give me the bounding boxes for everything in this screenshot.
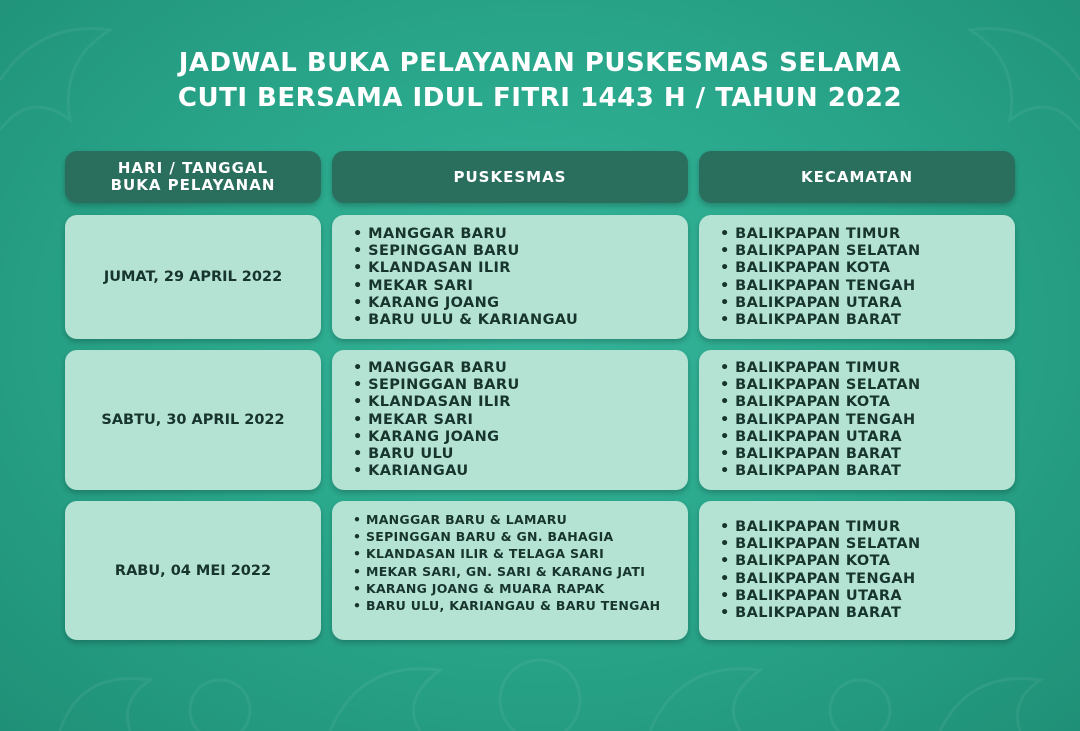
header-kecamatan: KECAMATAN — [699, 151, 1015, 203]
header-date-line-2: BUKA PELAYANAN — [110, 176, 276, 194]
list-item: • SEPINGGAN BARU & GN. BAHAGIA — [353, 528, 660, 545]
puskesmas-cell — [332, 501, 688, 640]
list-item: • BARU ULU & KARIANGAU — [353, 312, 578, 329]
list-item: • MANGGAR BARU & LAMARU — [353, 511, 660, 528]
list-item: • SEPINGGAN BARU — [353, 377, 520, 394]
list-item: • BALIKPAPAN BARAT — [720, 312, 921, 329]
kecamatan-list — [720, 519, 921, 622]
list-item: • MANGGAR BARU — [353, 360, 520, 377]
list-item: • BALIKPAPAN BARAT — [720, 446, 921, 463]
list-item: • KLANDASAN ILIR & TELAGA SARI — [353, 545, 660, 562]
list-item: • KLANDASAN ILIR — [353, 394, 520, 411]
puskesmas-list — [353, 511, 660, 614]
date-cell: JUMAT, 29 APRIL 2022 — [65, 215, 321, 339]
puskesmas-list — [353, 360, 520, 480]
list-item: • MEKAR SARI — [353, 278, 578, 295]
header-date-line-1: HARI / TANGGAL — [117, 159, 269, 177]
list-item: • KLANDASAN ILIR — [353, 260, 578, 277]
list-item: • KARANG JOANG & MUARA RAPAK — [353, 580, 660, 597]
list-item: • KARIANGAU — [353, 463, 520, 480]
header-date — [65, 151, 321, 203]
date-cell: RABU, 04 MEI 2022 — [65, 501, 321, 640]
list-item: • KARANG JOANG — [353, 429, 520, 446]
kecamatan-cell — [699, 215, 1015, 339]
list-item: • MEKAR SARI, GN. SARI & KARANG JATI — [353, 563, 660, 580]
list-item: • SEPINGGAN BARU — [353, 243, 578, 260]
list-item: • BALIKPAPAN UTARA — [720, 295, 921, 312]
list-item: • BALIKPAPAN TIMUR — [720, 226, 921, 243]
list-item: • BALIKPAPAN TENGAH — [720, 278, 921, 295]
list-item: • BALIKPAPAN UTARA — [720, 429, 921, 446]
list-item: • BARU ULU, KARIANGAU & BARU TENGAH — [353, 597, 660, 614]
list-item: • BALIKPAPAN BARAT — [720, 463, 921, 480]
list-item: • BALIKPAPAN TENGAH — [720, 571, 921, 588]
list-item: • BALIKPAPAN TENGAH — [720, 412, 921, 429]
list-item: • BALIKPAPAN TIMUR — [720, 519, 921, 536]
header-puskesmas: PUSKESMAS — [332, 151, 688, 203]
title-line-1: JADWAL BUKA PELAYANAN PUSKESMAS SELAMA — [178, 48, 902, 78]
list-item: • BALIKPAPAN SELATAN — [720, 536, 921, 553]
list-item: • BALIKPAPAN KOTA — [720, 260, 921, 277]
list-item: • BALIKPAPAN SELATAN — [720, 243, 921, 260]
date-cell: SABTU, 30 APRIL 2022 — [65, 350, 321, 490]
puskesmas-list — [353, 226, 578, 329]
list-item: • BALIKPAPAN KOTA — [720, 553, 921, 570]
list-item: • BALIKPAPAN SELATAN — [720, 377, 921, 394]
list-item: • KARANG JOANG — [353, 295, 578, 312]
list-item: • BALIKPAPAN BARAT — [720, 605, 921, 622]
list-item: • MEKAR SARI — [353, 412, 520, 429]
kecamatan-cell — [699, 350, 1015, 490]
kecamatan-list — [720, 360, 921, 480]
puskesmas-cell — [332, 215, 688, 339]
list-item: • BALIKPAPAN KOTA — [720, 394, 921, 411]
page-title — [0, 46, 1080, 116]
list-item: • MANGGAR BARU — [353, 226, 578, 243]
kecamatan-list — [720, 226, 921, 329]
title-line-2: CUTI BERSAMA IDUL FITRI 1443 H / TAHUN 2022 — [177, 83, 903, 113]
list-item: • BALIKPAPAN TIMUR — [720, 360, 921, 377]
kecamatan-cell — [699, 501, 1015, 640]
puskesmas-cell — [332, 350, 688, 490]
list-item: • BALIKPAPAN UTARA — [720, 588, 921, 605]
list-item: • BARU ULU — [353, 446, 520, 463]
